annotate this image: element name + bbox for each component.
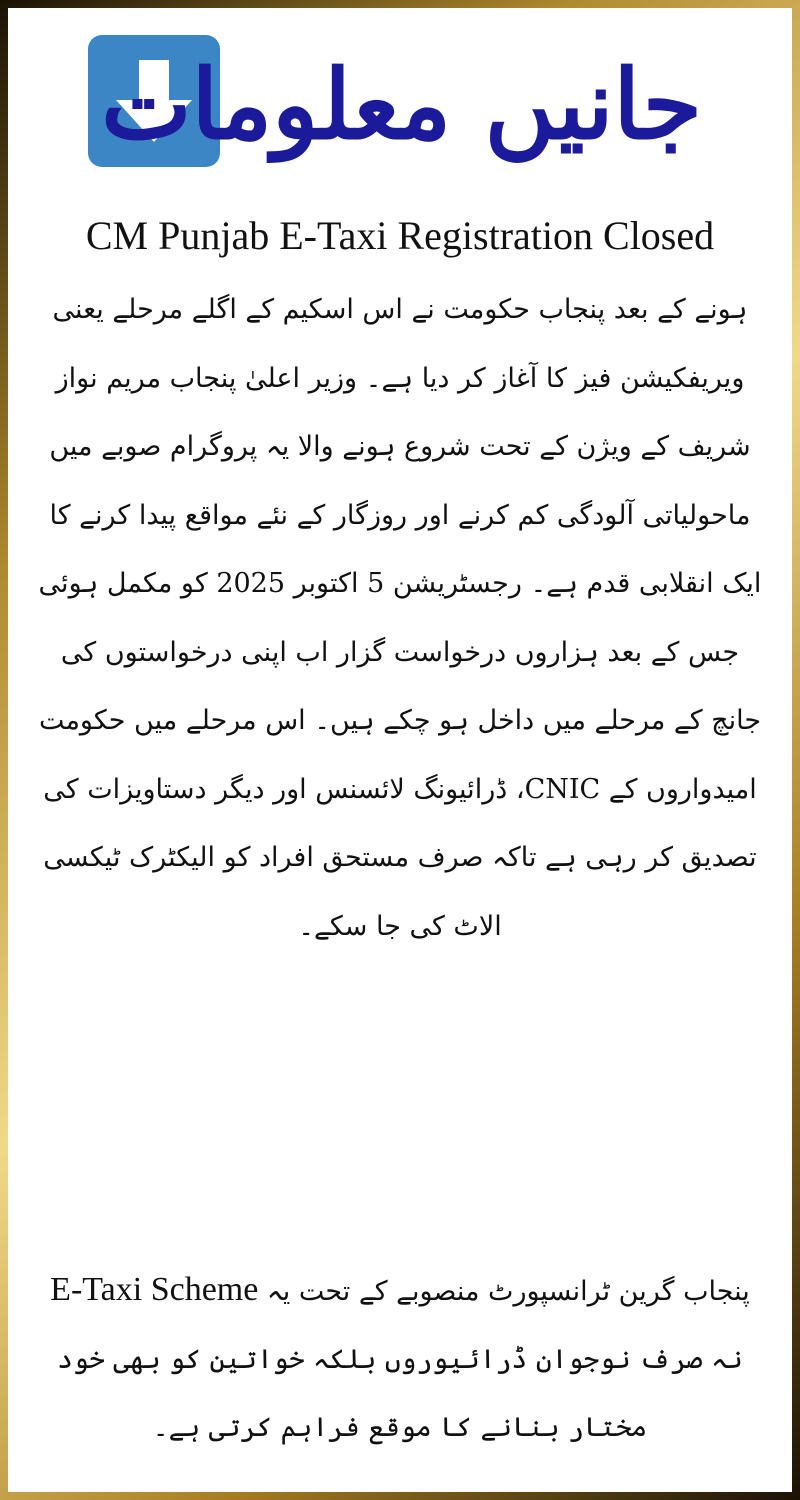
article-heading: CM Punjab E-Taxi Registration Closed bbox=[85, 213, 715, 258]
header bbox=[8, 8, 792, 208]
brand-title: جانیں معلومات bbox=[101, 48, 702, 161]
scheme-name: E-Taxi Scheme bbox=[50, 1271, 259, 1308]
article-page bbox=[8, 8, 792, 1492]
article-paragraph-1: ہونے کے بعد پنجاب حکومت نے اس اسکیم کے اگلے مرحلے یعنی ویریفکیشن فیز کا آغاز کر دیا ہے۔ وزیر اعلیٰ پنجاب مریم نواز شریف کے ویژن کے تحت شروع ہونے والا یہ پروگرام صوبے میں ماحولیاتی آلودگی کم کرنے اور روزگار کے نئے مواقع پیدا کرنے کا ایک انقلابی قدم ہے۔ رجسٹریشن 5 اکتوبر 2025 کو مکمل ہوئی جس کے بعد ہزاروں درخواست گزار اب اپنی درخواستوں کی جانچ کے مرحلے میں داخل ہو چکے ہیں۔ اس مرحلے میں حکومت امیدواروں کے CNIC، ڈرائیونگ لائسنس اور دیگر دستاویزات کی تصدیق کر رہی ہے تاکہ صرف مستحق افراد کو الیکٹرک ٹیکسی الاٹ کی جا سکے۔ bbox=[38, 294, 762, 942]
paragraph-2-lead: پنجاب گرین ٹرانسپورٹ منصوبے کے تحت یہ bbox=[266, 1276, 750, 1307]
article-paragraph-2 bbox=[38, 1256, 762, 1462]
paragraph-2-rest: نہ صرف نوجوان ڈرائیوروں بلکہ خواتین کو بھی خود مختار بنانے کا موقع فراہم کرتی ہے۔ bbox=[57, 1344, 743, 1443]
